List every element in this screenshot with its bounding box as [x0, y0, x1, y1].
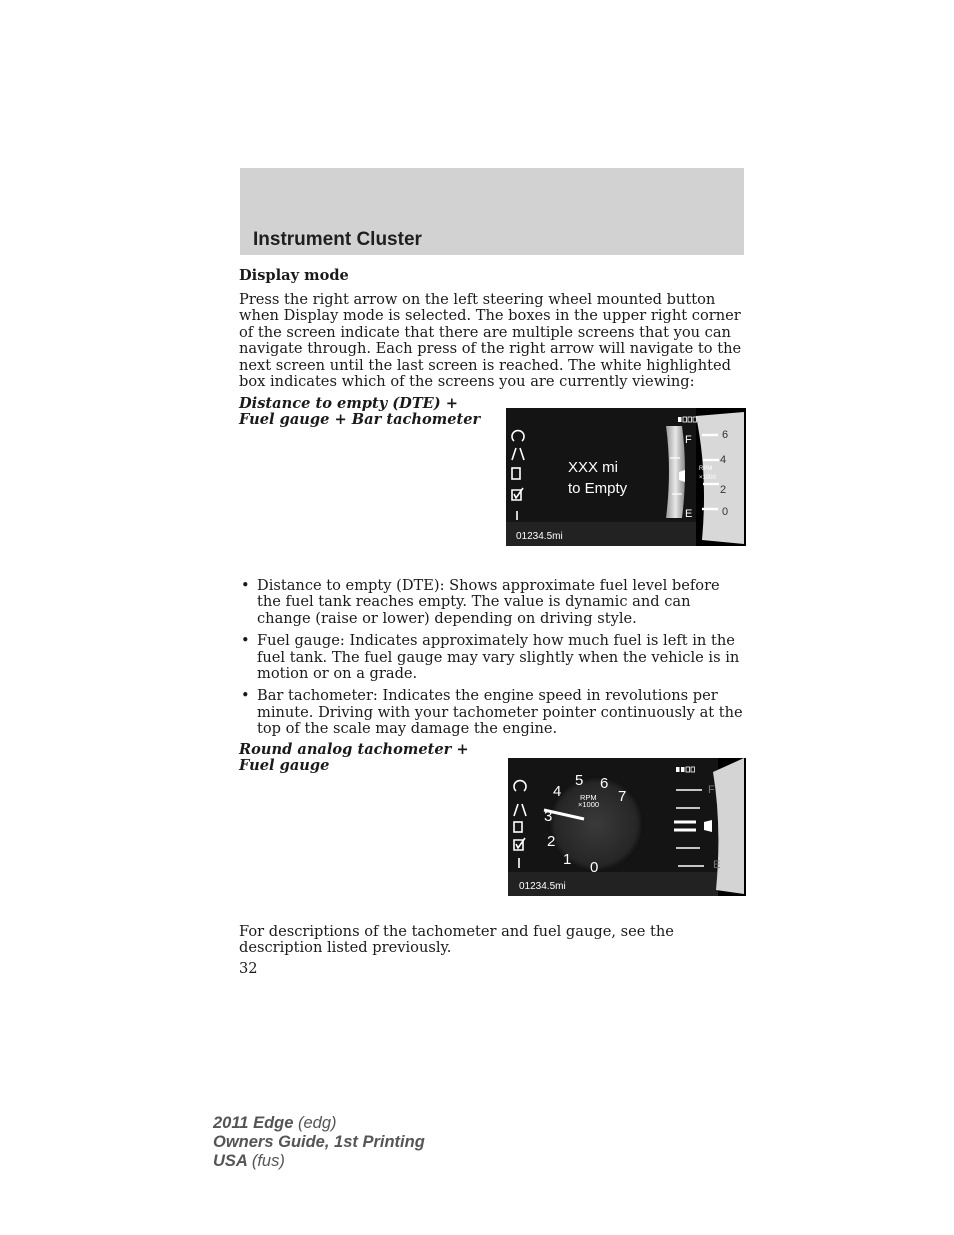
figure2-caption: Round analog tachometer + Fuel gauge — [239, 741, 469, 775]
chapter-header-band — [240, 168, 744, 255]
dial-number-5: 5 — [575, 772, 584, 789]
figure-analog-tach-screen — [508, 758, 746, 896]
dial-number-1: 1 — [563, 851, 572, 868]
footer-edition: Owners Guide, 1st Printing — [213, 1133, 425, 1151]
page-number: 32 — [239, 960, 258, 977]
tach-tick-2: 2 — [720, 484, 727, 496]
analog-tach-illustration — [508, 758, 746, 896]
list-item: • Bar tachometer: Indicates the engine speed in revolutions per minute. Driving with your tachometer pointer continuously at the top of the scale may damage the engine. — [239, 688, 744, 737]
fuel-full-label: F — [685, 434, 692, 446]
rpm-multiplier: ×1000 — [578, 800, 600, 809]
odometer-reading: 01234.5mi — [519, 881, 566, 892]
rpm-label: RPM — [580, 793, 597, 802]
footer-market-code: (fus) — [251, 1152, 285, 1170]
figure-dte-screen — [506, 408, 746, 546]
fuel-empty-label: E — [685, 508, 693, 520]
odometer-reading: 01234.5mi — [516, 531, 563, 542]
dial-number-6: 6 — [600, 775, 609, 792]
fuel-empty-label: E — [713, 859, 721, 871]
dte-cluster-illustration — [506, 408, 746, 546]
tach-tick-0: 0 — [722, 506, 729, 518]
dial-number-3: 3 — [544, 808, 553, 825]
document-footer — [213, 1114, 425, 1171]
footer-market: USA — [213, 1152, 248, 1170]
list-item: • Fuel gauge: Indicates approximately how much fuel is left in the fuel tank. The fuel gauge may vary slightly when the vehicle is in motion or on a grade. — [239, 633, 744, 682]
closing-paragraph: For descriptions of the tachometer and fuel gauge, see the description listed previously. — [239, 923, 674, 957]
dial-number-0: 0 — [590, 859, 599, 876]
tach-tick-4: 4 — [720, 454, 727, 466]
footer-model-code: (edg) — [298, 1114, 337, 1132]
intro-paragraph: Press the right arrow on the left steering wheel mounted button when Display mode is selected. The boxes in the upper right corner of the screen indicate that there are multiple screens that you can navigate through. Each press of the right arrow will navigate to the next screen until the last screen is reached. The white highlighted box indicates which of the screens you are currently viewing: — [239, 291, 742, 391]
footer-model: 2011 Edge — [213, 1114, 294, 1132]
feature-bullet-list — [239, 578, 744, 744]
dial-number-7: 7 — [618, 788, 627, 805]
tach-tick-6: 6 — [722, 429, 729, 441]
fuel-pump-icon — [704, 820, 712, 832]
dial-number-4: 4 — [553, 783, 562, 800]
chapter-title: Instrument Cluster — [253, 229, 422, 250]
dial-number-2: 2 — [547, 833, 556, 850]
rpm-multiplier: ×1000 — [699, 475, 716, 481]
section-heading: Display mode — [239, 267, 349, 284]
fuel-pump-icon — [679, 470, 685, 482]
dte-value: XXX mi — [568, 459, 619, 476]
list-item: • Distance to empty (DTE): Shows approximate fuel level before the fuel tank reaches empty. The value is dynamic and can change (raise or lower) depending on driving style. — [239, 578, 744, 627]
dte-label: to Empty — [568, 480, 628, 497]
figure1-caption: Distance to empty (DTE) + Fuel gauge + Bar tachometer — [239, 395, 481, 429]
rpm-label: RPM — [699, 466, 713, 472]
fuel-full-label: F — [708, 784, 715, 796]
